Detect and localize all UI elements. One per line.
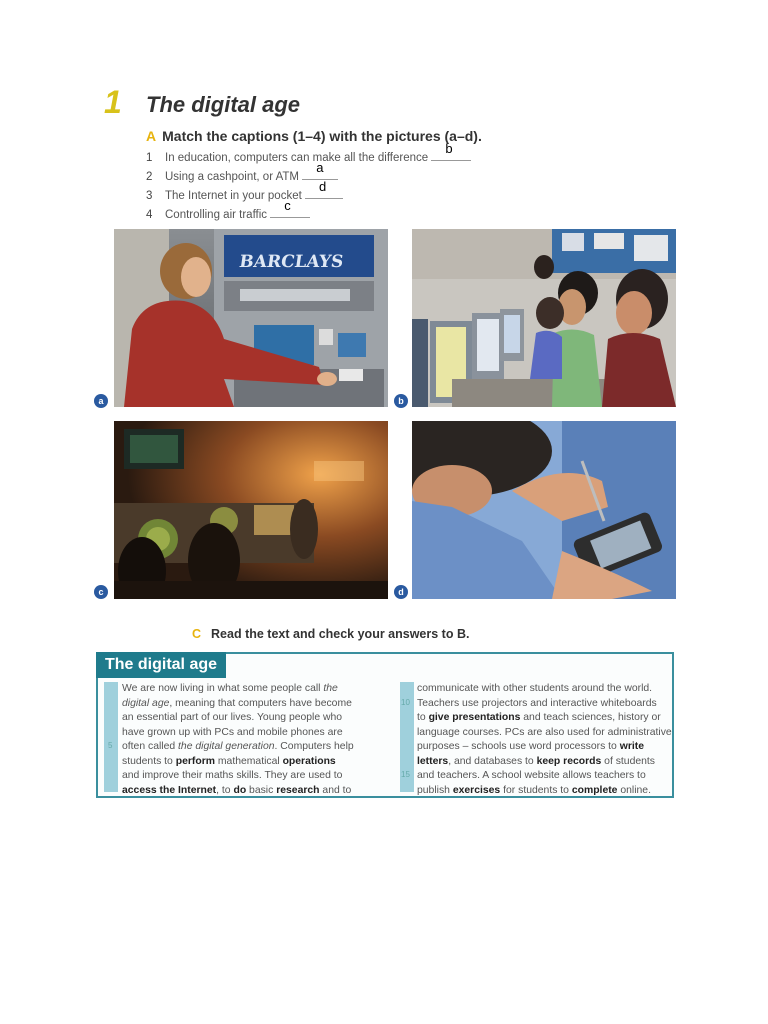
text: , to [216,784,234,796]
answer-4: c [284,198,291,213]
caption-number: 1 [146,152,153,164]
text: and teach sciences, history or [520,712,661,723]
caption-1 [146,141,471,167]
section-c-instruction [192,627,469,641]
reading-title: The digital age [96,652,226,678]
caption-3 [146,179,471,205]
text-line [122,755,354,770]
text: basic [246,784,277,796]
picture-b-label: b [394,394,408,408]
line-number-5: 5 [108,741,113,750]
caption-text: The Internet in your pocket [165,190,302,202]
caption-text: Controlling air traffic [165,209,268,221]
text-line [417,784,672,799]
text-line [417,711,672,726]
text: have grown up with PCs and mobile phones are [122,726,343,738]
picture-d-label: d [394,585,408,599]
text-line [122,784,354,799]
air-traffic-photo [114,421,388,599]
unit-title: The digital age [146,92,301,117]
text: Teachers use projectors and interactive whiteboards [417,697,657,709]
text-line [122,726,354,741]
caption-text: Using a cashpoint, or ATM [165,171,300,183]
caption-2 [146,160,471,186]
text: online. [617,784,651,796]
text-line [417,697,672,712]
atm-sign-text: BARCLAYS [237,252,345,272]
text-line [417,682,672,697]
keyword: access the Internet [122,784,217,796]
caption-text: In education, computers can make all the difference [165,152,429,164]
picture-c-label: c [94,585,108,599]
picture-a-label: a [94,394,108,408]
text: to [417,712,429,723]
keyword: letters [417,755,449,767]
text: mathematical [215,755,283,767]
left-margin-strip [104,682,118,792]
answer-3: d [319,179,327,194]
keyword: complete [571,784,618,796]
keyword: exercises [452,784,501,796]
classroom-photo [412,229,676,407]
text: We are now living in what some people call [122,683,324,694]
keyword: research [276,784,320,796]
section-a-letter: A [146,128,157,144]
text-line [122,769,354,784]
section-a-instruction [146,128,482,144]
line-number-10: 10 [401,698,410,707]
keyword: do [233,784,247,796]
text-line [417,740,672,755]
reading-left-column [122,682,354,798]
text-line [417,726,672,741]
caption-4 [146,198,471,224]
italic-text: the [323,683,338,694]
answer-blank-3[interactable] [305,179,343,199]
section-c-letter: C [192,627,202,641]
keyword: keep records [536,755,602,767]
text: and teachers. A school website allows teachers to [417,770,646,781]
italic-text: digital age [122,697,170,709]
section-c-text: Read the text and check your answers to B. [211,627,470,641]
answer-1: b [445,141,453,156]
text: for students to [500,784,572,796]
picture-c [114,421,388,599]
atm-photo [114,229,388,407]
text: and improve their maths skills. They are used to [122,770,343,781]
picture-a [114,229,388,407]
unit-number: 1 [104,84,122,120]
text-line [122,682,354,697]
text: publish [417,784,453,796]
keyword: give presentations [428,712,521,723]
keyword: write [619,741,644,752]
answer-blank-4[interactable] [270,198,310,218]
text: and to [319,784,352,796]
text: often called [122,741,179,752]
text: an essential part of our lives. Young people who [122,712,343,723]
keyword: perform [175,755,215,767]
caption-number: 4 [146,209,153,221]
answer-blank-1[interactable] [431,141,471,161]
text-line [417,769,672,784]
text-line [122,711,354,726]
text: . Computers help [274,741,354,752]
text-line [122,697,354,712]
pda-photo [412,421,676,599]
text: , and databases to [448,755,537,767]
caption-number: 3 [146,190,153,202]
answer-2: a [316,160,324,175]
keyword: operations [282,755,336,767]
text: language courses. PCs are also used for administrative [417,726,672,738]
section-a-text: Match the captions (1–4) with the pictures (a–d). [162,128,482,144]
text: communicate with other students around the world. [417,683,653,694]
reading-right-column [417,682,672,798]
picture-d [412,421,676,599]
italic-text: the digital generation [178,741,275,752]
text-line [122,740,354,755]
text-line [417,755,672,770]
text: of students [601,755,656,767]
caption-list [146,141,471,224]
text: , meaning that computers have become [169,697,352,709]
text: purposes – schools use word processors to [417,741,620,752]
caption-number: 2 [146,171,153,183]
text: students to [122,755,176,767]
line-number-15: 15 [401,770,410,779]
picture-b [412,229,676,407]
